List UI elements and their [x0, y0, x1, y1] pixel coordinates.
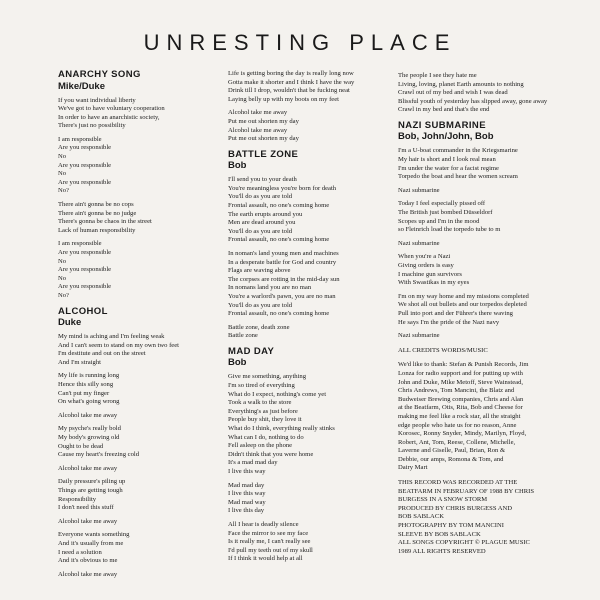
- lyric-line: Frontal assault, no one's coming home: [228, 202, 330, 210]
- lyric-line: Cause my heart's freezing cold: [58, 451, 140, 459]
- lyric-line: My hair is short and I look real mean: [398, 156, 496, 164]
- stanza: [398, 200, 573, 234]
- lyric-line: You're a warlord's pawn, you are no man: [228, 292, 336, 300]
- lyric-line: With Swastikas in my eyes: [398, 279, 470, 287]
- lyric-line: No?: [58, 291, 69, 299]
- lyric-line: Nazi submarine: [398, 239, 440, 247]
- lyric-line: I'd pull my teeth out of my skull: [228, 546, 313, 554]
- column-right: [398, 72, 573, 562]
- stanza: [228, 109, 393, 143]
- lyric-line: Daily pressure's piling up: [58, 478, 126, 486]
- song-alcohol-continued: [228, 70, 393, 144]
- credits-notes: [398, 479, 573, 556]
- lyric-line: Alcohol take me away: [58, 517, 118, 525]
- credit-line: BOB SABLACK: [398, 513, 444, 521]
- stanza: [398, 72, 573, 115]
- song-title: MAD DAY: [228, 345, 275, 357]
- lyric-line: In noman's land young men and machines: [228, 250, 339, 257]
- lyric-line: I machine gun survivors: [398, 270, 462, 278]
- lyric-line: I live this day: [228, 507, 265, 515]
- lyric-line: I need a solution: [58, 548, 102, 556]
- credit-line: ALL SONGS COPYRIGHT © PLAGUE MUSIC: [398, 539, 530, 547]
- credit-line: making me feel like a rock star, all the straight: [398, 412, 521, 420]
- lyric-line: Men are dead around you: [228, 219, 296, 227]
- stanza: [58, 372, 218, 406]
- lyric-line: I am responsible: [58, 135, 102, 143]
- lyric-line: There's gonna be chaos in the street: [58, 218, 152, 226]
- lyric-line: We've got to have voluntary cooperation: [58, 105, 165, 113]
- lyric-line: Ought to be dead: [58, 442, 104, 450]
- lyric-line: When you're a Nazi: [398, 253, 451, 261]
- column-left: [58, 70, 218, 585]
- stanza: [228, 250, 393, 319]
- credit-line: Laverne and Giselle, Paul, Brian, Ron &: [398, 447, 506, 455]
- credit-line: Korosec, Ronny Snyder, Mindy, Marilyn, Floyd,: [398, 430, 527, 438]
- lyric-line: Life is getting boring the day is really long now: [228, 70, 354, 77]
- song-battle-zone: [228, 150, 393, 341]
- lyric-line: Alcohol take me away: [228, 109, 288, 117]
- stanza: [228, 482, 393, 516]
- credit-line: We'd like to thank: Stefan & Punish Records, Jim: [398, 361, 529, 369]
- stanza: [58, 571, 218, 580]
- credit-line: Budweiser Brewing companies, Chris and Alan: [398, 395, 524, 403]
- lyric-line: You'll do as you are told: [228, 193, 293, 201]
- stanza: [398, 147, 573, 181]
- credit-line: 1989 ALL RIGHTS RESERVED: [398, 547, 486, 555]
- credit-line: edge people who hate us for no reason, Anne: [398, 421, 517, 429]
- lyric-line: Drink till I drop, wouldn't that be fucking neat: [228, 87, 350, 95]
- stanza: [228, 324, 393, 341]
- lyric-line: I'm under the water for a facist regime: [398, 164, 499, 172]
- lyric-line: It's a mad mad day: [228, 459, 278, 467]
- lyric-line: No: [58, 153, 67, 161]
- lyric-line: In order to have an anarchistic society,: [58, 113, 160, 121]
- lyric-line: No?: [58, 187, 69, 195]
- column-middle: [228, 70, 393, 570]
- lyric-line: Pull into port and der Führer's there waving: [398, 309, 513, 317]
- stanza: [58, 412, 218, 421]
- lyric-line: Are you responsible: [58, 178, 112, 186]
- lyric-line: Alcohol take me away: [58, 570, 118, 578]
- stanza: [398, 240, 573, 249]
- lyric-line: Put me out shorten my day: [228, 135, 299, 143]
- lyric-line: Crawl out of my bed and wish I was dead: [398, 89, 508, 97]
- lyric-line: Torpedo the boat and hear the women scream: [398, 173, 518, 181]
- song-authors: Bob, John/John, Bob: [398, 131, 494, 143]
- lyric-line: Alcohol take me away: [58, 464, 118, 472]
- song-authors: Bob: [228, 357, 247, 369]
- lyric-line: And I'm straight: [58, 358, 101, 366]
- lyric-line: Frontal assault, no one's coming home: [228, 236, 330, 244]
- song-title: BATTLE ZONE: [228, 148, 299, 160]
- lyric-line: Gotta make it shorter and I think I have the way: [228, 78, 355, 86]
- stanza: [58, 425, 218, 459]
- lyric-line: Fell asleep on the phone: [228, 442, 293, 450]
- lyric-line: No: [58, 170, 67, 178]
- credits-thanks: [398, 361, 573, 473]
- lyric-line: I'm so tired of everything: [228, 382, 295, 390]
- stanza: [228, 373, 393, 476]
- stanza: [228, 521, 393, 564]
- lyric-line: If you want individual liberty: [58, 96, 136, 104]
- lyric-line: Responsibility: [58, 495, 97, 503]
- lyric-line: No: [58, 257, 67, 265]
- song-authors: Bob: [228, 160, 247, 172]
- lyric-line: Giving orders is easy: [398, 262, 454, 269]
- credit-line: PRODUCED BY CHRIS BURGESS AND: [398, 504, 513, 512]
- lyric-line: Are you responsible: [58, 249, 112, 256]
- lyric-line: Are you responsible: [58, 144, 112, 152]
- lyric-line: Battle zone: [228, 332, 258, 340]
- lyric-line: Put me out shorten my day: [228, 117, 299, 125]
- credit-line: SLEEVE BY BOB SABLACK: [398, 530, 481, 538]
- lyric-line: The British just bombed Düsseldorf: [398, 209, 493, 217]
- stanza: [58, 97, 218, 131]
- page-title: UNRESTING PLACE: [143, 30, 457, 55]
- lyric-line: Alcohol take me away: [58, 411, 118, 419]
- lyric-line: Are you responsible: [58, 161, 112, 169]
- lyric-line: My psyche's really bold: [58, 425, 121, 433]
- credit-line: BURGESS IN A SNOW STORM: [398, 496, 488, 504]
- lyric-line: In nomans land you are no man: [228, 284, 312, 292]
- lyric-line: so Fleinrich load the torpedo tube to m: [398, 226, 501, 234]
- lyric-line: Can't put my finger: [58, 389, 110, 397]
- credit-line: PHOTOGRAPHY BY TOM MANCINI: [398, 522, 504, 530]
- lyric-line: Face the mirror to see my face: [228, 529, 309, 537]
- lyric-line: Is it really me, I can't really see: [228, 538, 311, 546]
- stanza: [398, 293, 573, 327]
- lyric-line: If I think it would help at all: [228, 555, 303, 563]
- lyric-line: I live this way: [228, 467, 266, 475]
- song-nazi-submarine: [398, 121, 573, 341]
- lyric-line: There ain't gonna be no cops: [58, 201, 134, 209]
- song-anarchy-song: [58, 70, 218, 301]
- lyric-line: I am responsible: [58, 240, 102, 248]
- credit-line: John and Duke, Mike Metoff, Steve Wainstead,: [398, 378, 524, 386]
- lyric-line: I'll send you to your death: [228, 176, 297, 184]
- stanza: [58, 333, 218, 367]
- credit-line: BEATFARM IN FEBRUARY OF 1988 BY CHRIS: [398, 487, 535, 495]
- lyric-line: And it's usually from me: [58, 539, 124, 547]
- stanza: [58, 478, 218, 512]
- song-mad-day: [228, 347, 393, 564]
- stanza: [58, 465, 218, 474]
- lyric-line: Lack of human responsibility: [58, 226, 136, 234]
- lyric-line: Blissful youth of yesterday has slipped away, gone away: [398, 97, 548, 105]
- stanza: [58, 531, 218, 565]
- lyric-line: On what's going wrong: [58, 398, 120, 406]
- lyric-line: Laying belly up with my boots on my feet: [228, 95, 339, 103]
- lyric-line: People buy shit, they love it: [228, 416, 302, 424]
- lyric-line: Nazi submarine: [398, 332, 440, 340]
- song-mad-day-continued: [398, 72, 573, 115]
- lyric-line: Frontal assault, no one's coming home: [228, 310, 330, 318]
- lyric-line: My life is running long: [58, 372, 120, 380]
- lyric-line: Nazi submarine: [398, 186, 440, 194]
- lyric-line: You're meaningless you're born for death: [228, 184, 337, 192]
- lyric-line: And I can't seem to stand on my own two feet: [58, 341, 179, 349]
- lyric-line: Flags are waving above: [228, 267, 291, 275]
- lyric-line: Living, loving, planet Earth amounts to nothing: [398, 80, 524, 88]
- lyric-line: I'm a U-boat commander in the Kriegsmarine: [398, 147, 518, 155]
- lyric-line: Everyone wants something: [58, 531, 130, 539]
- stanza: [228, 176, 393, 245]
- credit-line: Lonza for radio support and for putting up with: [398, 369, 523, 377]
- lyric-line: I'm destitute and out on the street: [58, 350, 146, 358]
- lyric-line: My mind is aching and I'm feeling weak: [58, 333, 165, 341]
- credits-heading: ALL CREDITS WORDS/MUSIC: [398, 346, 488, 354]
- stanza: [58, 518, 218, 527]
- lyric-line: And it's obvious to me: [58, 557, 118, 565]
- lyric-line: My body's growing old: [58, 434, 120, 441]
- stanza: [58, 240, 218, 300]
- lyric-line: What do I think, everything really stinks: [228, 425, 335, 432]
- credit-line: Robert, Ant, Tom, Reese, Collene, Michelle,: [398, 438, 516, 446]
- lyric-line: Are you responsible: [58, 266, 112, 274]
- stanza: [398, 187, 573, 196]
- lyric-line: Battle zone, death zone: [228, 323, 290, 331]
- song-title: ANARCHY SONG: [58, 69, 141, 80]
- lyric-line: I don't need this stuff: [58, 504, 114, 512]
- lyric-line: We shot all out bullets and our torpedos depleted: [398, 301, 527, 309]
- lyric-line: Are you responsible: [58, 283, 112, 291]
- lyric-line: All I hear is deadly silence: [228, 520, 299, 528]
- lyric-line: The earth erupts around you: [228, 210, 303, 218]
- lyric-line: What do I expect, nothing's come yet: [228, 390, 327, 398]
- lyric-line: Didn't think that you were home: [228, 450, 314, 458]
- credit-line: at the Beatfarm, Otis, Rita, Bob and Cheese for: [398, 404, 523, 412]
- lyric-line: You'll do as you are told: [228, 227, 293, 235]
- song-authors: Duke: [58, 317, 82, 329]
- lyric-line: There ain't gonna be no judge: [58, 209, 137, 217]
- song-title: ALCOHOL: [58, 305, 108, 317]
- credits: [398, 347, 573, 557]
- lyric-line: What can I do, nothing to do: [228, 433, 304, 441]
- lyric-line: Crawl in my bed and that's the end: [398, 106, 490, 114]
- credit-line: Chris Andrews, Tom Mancini, the Blatz and: [398, 387, 515, 395]
- lyric-line: Alcohol take me away: [228, 126, 288, 134]
- lyric-line: Today I feel especially pissed off: [398, 200, 486, 208]
- stanza: [398, 253, 573, 287]
- song-authors: Mike/Duke: [58, 80, 105, 92]
- lyric-line: Everything's as just before: [228, 407, 298, 415]
- lyric-line: Give me something, anything: [228, 373, 307, 381]
- stanza: [58, 201, 218, 235]
- credit-line: Debbie, our amps, Romona & Tom, and: [398, 455, 504, 463]
- song-title: NAZI SUBMARINE: [398, 119, 486, 131]
- song-alcohol: [58, 307, 218, 580]
- lyric-line: The people I see they hate me: [398, 72, 477, 79]
- lyric-line: In a desperate battle for God and country: [228, 258, 337, 266]
- lyric-line: There's just no possibility: [58, 122, 126, 130]
- stanza: [228, 70, 393, 104]
- lyric-line: The corpses are rotting in the mid-day sun: [228, 275, 340, 283]
- lyric-line: Mad mad day: [228, 481, 265, 489]
- lyric-line: Hence this silly song: [58, 381, 114, 389]
- lyric-line: Things are getting tough: [58, 486, 123, 494]
- stanza: [398, 332, 573, 341]
- lyric-line: You'll do as you are told: [228, 301, 293, 309]
- lyric-line: Took a walk to the store: [228, 399, 292, 407]
- lyric-line: I'm on my way home and my missions completed: [398, 292, 529, 300]
- lyric-line: Mad mad way: [228, 498, 266, 506]
- lyric-line: No: [58, 274, 67, 282]
- lyric-line: Scopes up and I'm in the mood: [398, 217, 480, 225]
- credit-line: THIS RECORD WAS RECORDED AT THE: [398, 479, 518, 487]
- credit-line: Dairy Mart: [398, 464, 428, 472]
- stanza: [58, 136, 218, 196]
- lyric-line: He says I'm the pride of the Nazi navy: [398, 318, 500, 326]
- lyric-line: I live this way: [228, 490, 266, 498]
